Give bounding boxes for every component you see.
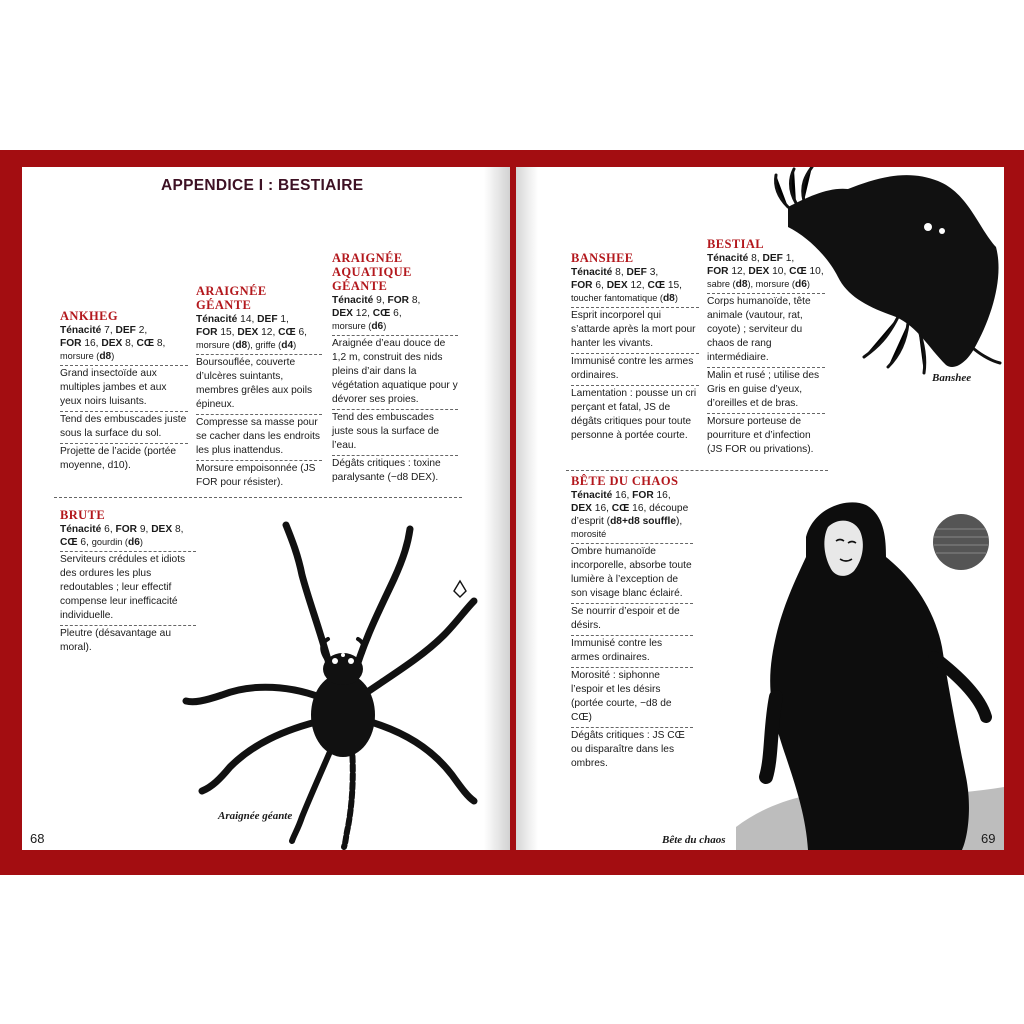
stat-text: 14, — [237, 314, 258, 325]
stat-value-bold: DEX — [151, 524, 173, 535]
stat-text: 1, — [782, 253, 795, 264]
stat-text: morsure ( — [60, 351, 100, 361]
banshee-caption: Banshee — [932, 372, 972, 384]
stat-text: ), griffe ( — [247, 340, 282, 350]
stat-entry: Immunisé contre les armes ordinaires. — [571, 635, 693, 667]
stat-entry: Lamentation : pousse un cri perçant et fatal, JS de dégâts critiques pour toute personne à portée courte. — [571, 385, 699, 445]
giant-spider-illustration — [182, 535, 492, 847]
stat-entry: Boursouflée, couverte d’ulcères suintants, membres grêles aux poils épineux. — [196, 354, 322, 414]
page-number: 69 — [981, 831, 996, 846]
stat-text: ) — [293, 340, 297, 350]
stat-value-bold: DEF — [626, 267, 647, 278]
stat-value-bold: DEF — [115, 325, 136, 336]
book-spread — [0, 150, 1024, 875]
stat-block-banshee — [571, 251, 699, 445]
entry-list — [196, 354, 322, 492]
stat-value-bold: d8+d8 souffle — [610, 516, 677, 527]
stat-text: 15, — [665, 280, 683, 291]
entry-list — [571, 307, 699, 445]
stat-row — [196, 339, 322, 352]
stat-value-bold: d4 — [281, 340, 294, 351]
stat-value-bold: CŒ — [60, 537, 78, 548]
stat-text: 6, — [77, 537, 92, 548]
page-title: APPENDICE I : BESTIAIRE — [161, 177, 364, 194]
stat-value-bold: Ténacité — [707, 253, 749, 264]
name-line: AQUATIQUE — [332, 265, 412, 279]
stat-row — [707, 252, 825, 265]
stat-text: 9, — [137, 524, 152, 535]
stat-value-bold: d6 — [794, 279, 807, 290]
stat-text: 16, — [591, 503, 612, 514]
stat-line — [571, 266, 699, 305]
stat-value-bold: d6 — [371, 321, 384, 332]
chaos-beast-caption: Bête du chaos — [662, 834, 726, 846]
page-gutter-shadow — [516, 167, 538, 850]
stat-value-bold: DEX — [571, 503, 592, 514]
stat-text: 8, — [172, 524, 184, 535]
monster-name: BRUTE — [60, 508, 106, 522]
stat-value-bold: DEF — [762, 253, 783, 264]
stat-text: sabre ( — [707, 279, 736, 289]
stat-row — [60, 324, 188, 337]
stat-text: 16, découpe — [629, 503, 689, 514]
stat-block-araignee-geante — [196, 284, 322, 492]
stat-row — [571, 528, 693, 541]
stat-text: 16, — [653, 490, 671, 501]
stat-block-brute — [60, 508, 196, 657]
stat-row — [196, 326, 322, 339]
stat-text: 1, — [277, 314, 289, 325]
stat-text: d’esprit ( — [571, 516, 611, 527]
stat-text: ) — [674, 293, 678, 303]
stat-text: gourdin ( — [91, 537, 128, 547]
stat-value-bold: Ténacité — [571, 490, 613, 501]
stat-entry: Dégâts critiques : JS CŒ ou disparaître dans les ombres. — [571, 727, 693, 773]
stat-value-bold: DEX — [748, 266, 770, 277]
stat-text: 15, — [217, 327, 238, 338]
stat-entry: Ombre humanoïde incorporelle, absorbe toute lumière à l’exception de son visage blanc éclairé. — [571, 543, 693, 603]
stat-value-bold: DEX — [606, 280, 628, 291]
stat-entry: Morosité : siphonne l’espoir et les désirs (portée courte, −d8 de CŒ) — [571, 667, 693, 727]
stat-entry: Araignée d’eau douce de 1,2 m, construit des nids pleins d’air dans la végétation aquatique pour y dévorer ses proies. — [332, 335, 458, 409]
stat-text: 12, — [728, 266, 749, 277]
stat-value-bold: FOR — [60, 338, 82, 349]
stat-text: 10, — [806, 266, 824, 277]
stat-row — [571, 515, 693, 528]
stat-value-bold: Ténacité — [60, 524, 102, 535]
stat-value-bold: DEX — [101, 338, 123, 349]
stat-value-bold: CŒ — [789, 266, 807, 277]
stat-text: 8, — [122, 338, 137, 349]
stat-entry: Dégâts critiques : toxine paralysante (−d8 DEX). — [332, 455, 458, 487]
stat-line — [332, 294, 458, 333]
stat-block-bestial — [707, 237, 825, 459]
stat-block-bete-du-chaos — [571, 474, 693, 773]
monster-name: BANSHEE — [571, 251, 634, 265]
monster-name: ARAIGNÉE GÉANTE — [196, 284, 267, 312]
stat-text: 3, — [646, 267, 659, 278]
stat-text: ) — [383, 321, 387, 331]
stat-text: toucher fantomatique ( — [571, 293, 663, 303]
stat-row — [707, 278, 825, 291]
stat-entry: Tend des embuscades juste sous la surface du sol. — [60, 411, 188, 443]
stat-entry: Corps humanoïde, tête animale (vautour, rat, coyote) ; serviteur du chaos de rang intermédiaire. — [707, 293, 825, 367]
monster-name: BESTIAL — [707, 237, 764, 251]
stat-row — [60, 523, 196, 536]
monster-name: ANKHEG — [60, 309, 118, 323]
stat-text: morosité — [571, 529, 607, 539]
stat-text: ) — [139, 537, 143, 547]
stat-value-bold: FOR — [196, 327, 218, 338]
stat-text: 6, — [295, 327, 307, 338]
stat-text: 8, — [748, 253, 763, 264]
stat-value-bold: FOR — [571, 280, 593, 291]
spider-caption: Araignée géante — [218, 810, 293, 822]
stat-value-bold: CŒ — [372, 308, 391, 319]
stat-entry: Projette de l’acide (portée moyenne, d10). — [60, 443, 188, 475]
stat-value-bold: DEX — [332, 308, 353, 319]
stat-text: 10, — [769, 266, 790, 277]
stat-value-bold: Ténacité — [571, 267, 613, 278]
stat-text: 6, — [101, 524, 116, 535]
stat-text: 16, — [612, 490, 633, 501]
stat-line — [707, 252, 825, 291]
stat-value-bold: DEX — [237, 327, 259, 338]
entry-list — [332, 335, 458, 487]
stat-row — [196, 313, 322, 326]
stat-value-bold: CŒ — [136, 338, 155, 349]
stat-entry: Esprit incorporel qui s’attarde après la mort pour hanter les vivants. — [571, 307, 699, 353]
stat-line — [60, 523, 196, 549]
stat-text: 8, — [154, 338, 166, 349]
stat-value-bold: d8 — [99, 351, 112, 362]
stat-text: 8, — [409, 295, 421, 306]
stat-block-ankheg — [60, 309, 188, 475]
stat-text: ) — [111, 351, 115, 361]
stat-text: ), — [676, 516, 683, 527]
stat-block-araignee-aquatique — [332, 251, 458, 487]
stat-row — [60, 350, 188, 363]
stat-entry: Morsure empoisonnée (JS FOR pour résister). — [196, 460, 322, 492]
monster-name — [332, 251, 458, 293]
monster-name: BÊTE DU CHAOS — [571, 474, 679, 488]
stat-value-bold: CŒ — [278, 327, 296, 338]
right-page — [516, 167, 1004, 850]
name-line: ARAIGNÉE — [332, 251, 403, 265]
stat-row — [571, 279, 699, 292]
stat-value-bold: d6 — [127, 537, 140, 548]
stat-value-bold: Ténacité — [196, 314, 238, 325]
section-divider — [566, 470, 828, 471]
stat-row — [332, 294, 458, 307]
chaos-beast-illustration — [736, 497, 1004, 850]
stat-entry: Tend des embuscades juste sous la surface de l’eau. — [332, 409, 458, 455]
stat-line — [196, 313, 322, 352]
stat-value-bold: FOR — [632, 490, 654, 501]
entry-list — [60, 551, 196, 657]
entry-list — [707, 293, 825, 459]
name-line: GÉANTE — [332, 279, 388, 293]
stat-value-bold: CŒ — [611, 503, 630, 514]
stat-entry: Se nourrir d’espoir et de désirs. — [571, 603, 693, 635]
stat-entry: Compresse sa masse pour se cacher dans les endroits les plus inattendus. — [196, 414, 322, 460]
stat-row — [332, 320, 458, 333]
stat-value-bold: d8 — [662, 293, 675, 304]
stat-row — [60, 337, 188, 350]
stat-text: 9, — [373, 295, 388, 306]
stat-row — [332, 307, 458, 320]
stat-text: 6, — [390, 308, 402, 319]
stat-text: ) — [806, 279, 810, 289]
left-page — [22, 167, 510, 850]
stat-value-bold: Ténacité — [332, 295, 374, 306]
stat-row — [571, 266, 699, 279]
stat-value-bold: Ténacité — [60, 325, 102, 336]
section-divider — [54, 497, 462, 498]
stat-text: 12, — [352, 308, 373, 319]
stat-value-bold: FOR — [115, 524, 138, 535]
stat-text: 16, — [81, 338, 102, 349]
stat-text: 7, — [101, 325, 116, 336]
stat-value-bold: FOR — [707, 266, 729, 277]
stat-entry: Malin et rusé ; utilise des Gris en guise d’yeux, d’oreilles et de bras. — [707, 367, 825, 413]
stat-entry: Immunisé contre les armes ordinaires. — [571, 353, 699, 385]
stat-value-bold: d8 — [735, 279, 748, 290]
stat-row — [60, 536, 196, 549]
stat-row — [571, 292, 699, 305]
stat-text: morsure ( — [196, 340, 236, 350]
stat-text: ), morsure ( — [747, 279, 795, 289]
entry-list — [60, 365, 188, 475]
stat-text: 8, — [612, 267, 627, 278]
stat-value-bold: CŒ — [647, 280, 666, 291]
stat-entry: Grand insectoïde aux multiples jambes et aux yeux noirs luisants. — [60, 365, 188, 411]
stat-entry: Serviteurs crédules et idiots des ordures les plus redoutables ; leur effectif compense leur inefficacité individuelle. — [60, 551, 196, 625]
stat-text: morsure ( — [332, 321, 372, 331]
stat-value-bold: FOR — [387, 295, 410, 306]
stat-line — [571, 489, 693, 541]
stat-value-bold: d8 — [235, 340, 248, 351]
stat-row — [571, 489, 693, 502]
stat-text: 12, — [258, 327, 279, 338]
entry-list — [571, 543, 693, 773]
stat-row — [707, 265, 825, 278]
stat-entry: Pleutre (désavantage au moral). — [60, 625, 196, 657]
stat-text: 2, — [135, 325, 148, 336]
stat-value-bold: DEF — [257, 314, 278, 325]
stat-entry: Morsure porteuse de pourriture et d’infection (JS FOR ou privations). — [707, 413, 825, 459]
stat-row — [571, 502, 693, 515]
stat-line — [60, 324, 188, 363]
page-number: 68 — [30, 831, 45, 846]
stat-text: 6, — [592, 280, 607, 291]
stat-text: 12, — [627, 280, 648, 291]
